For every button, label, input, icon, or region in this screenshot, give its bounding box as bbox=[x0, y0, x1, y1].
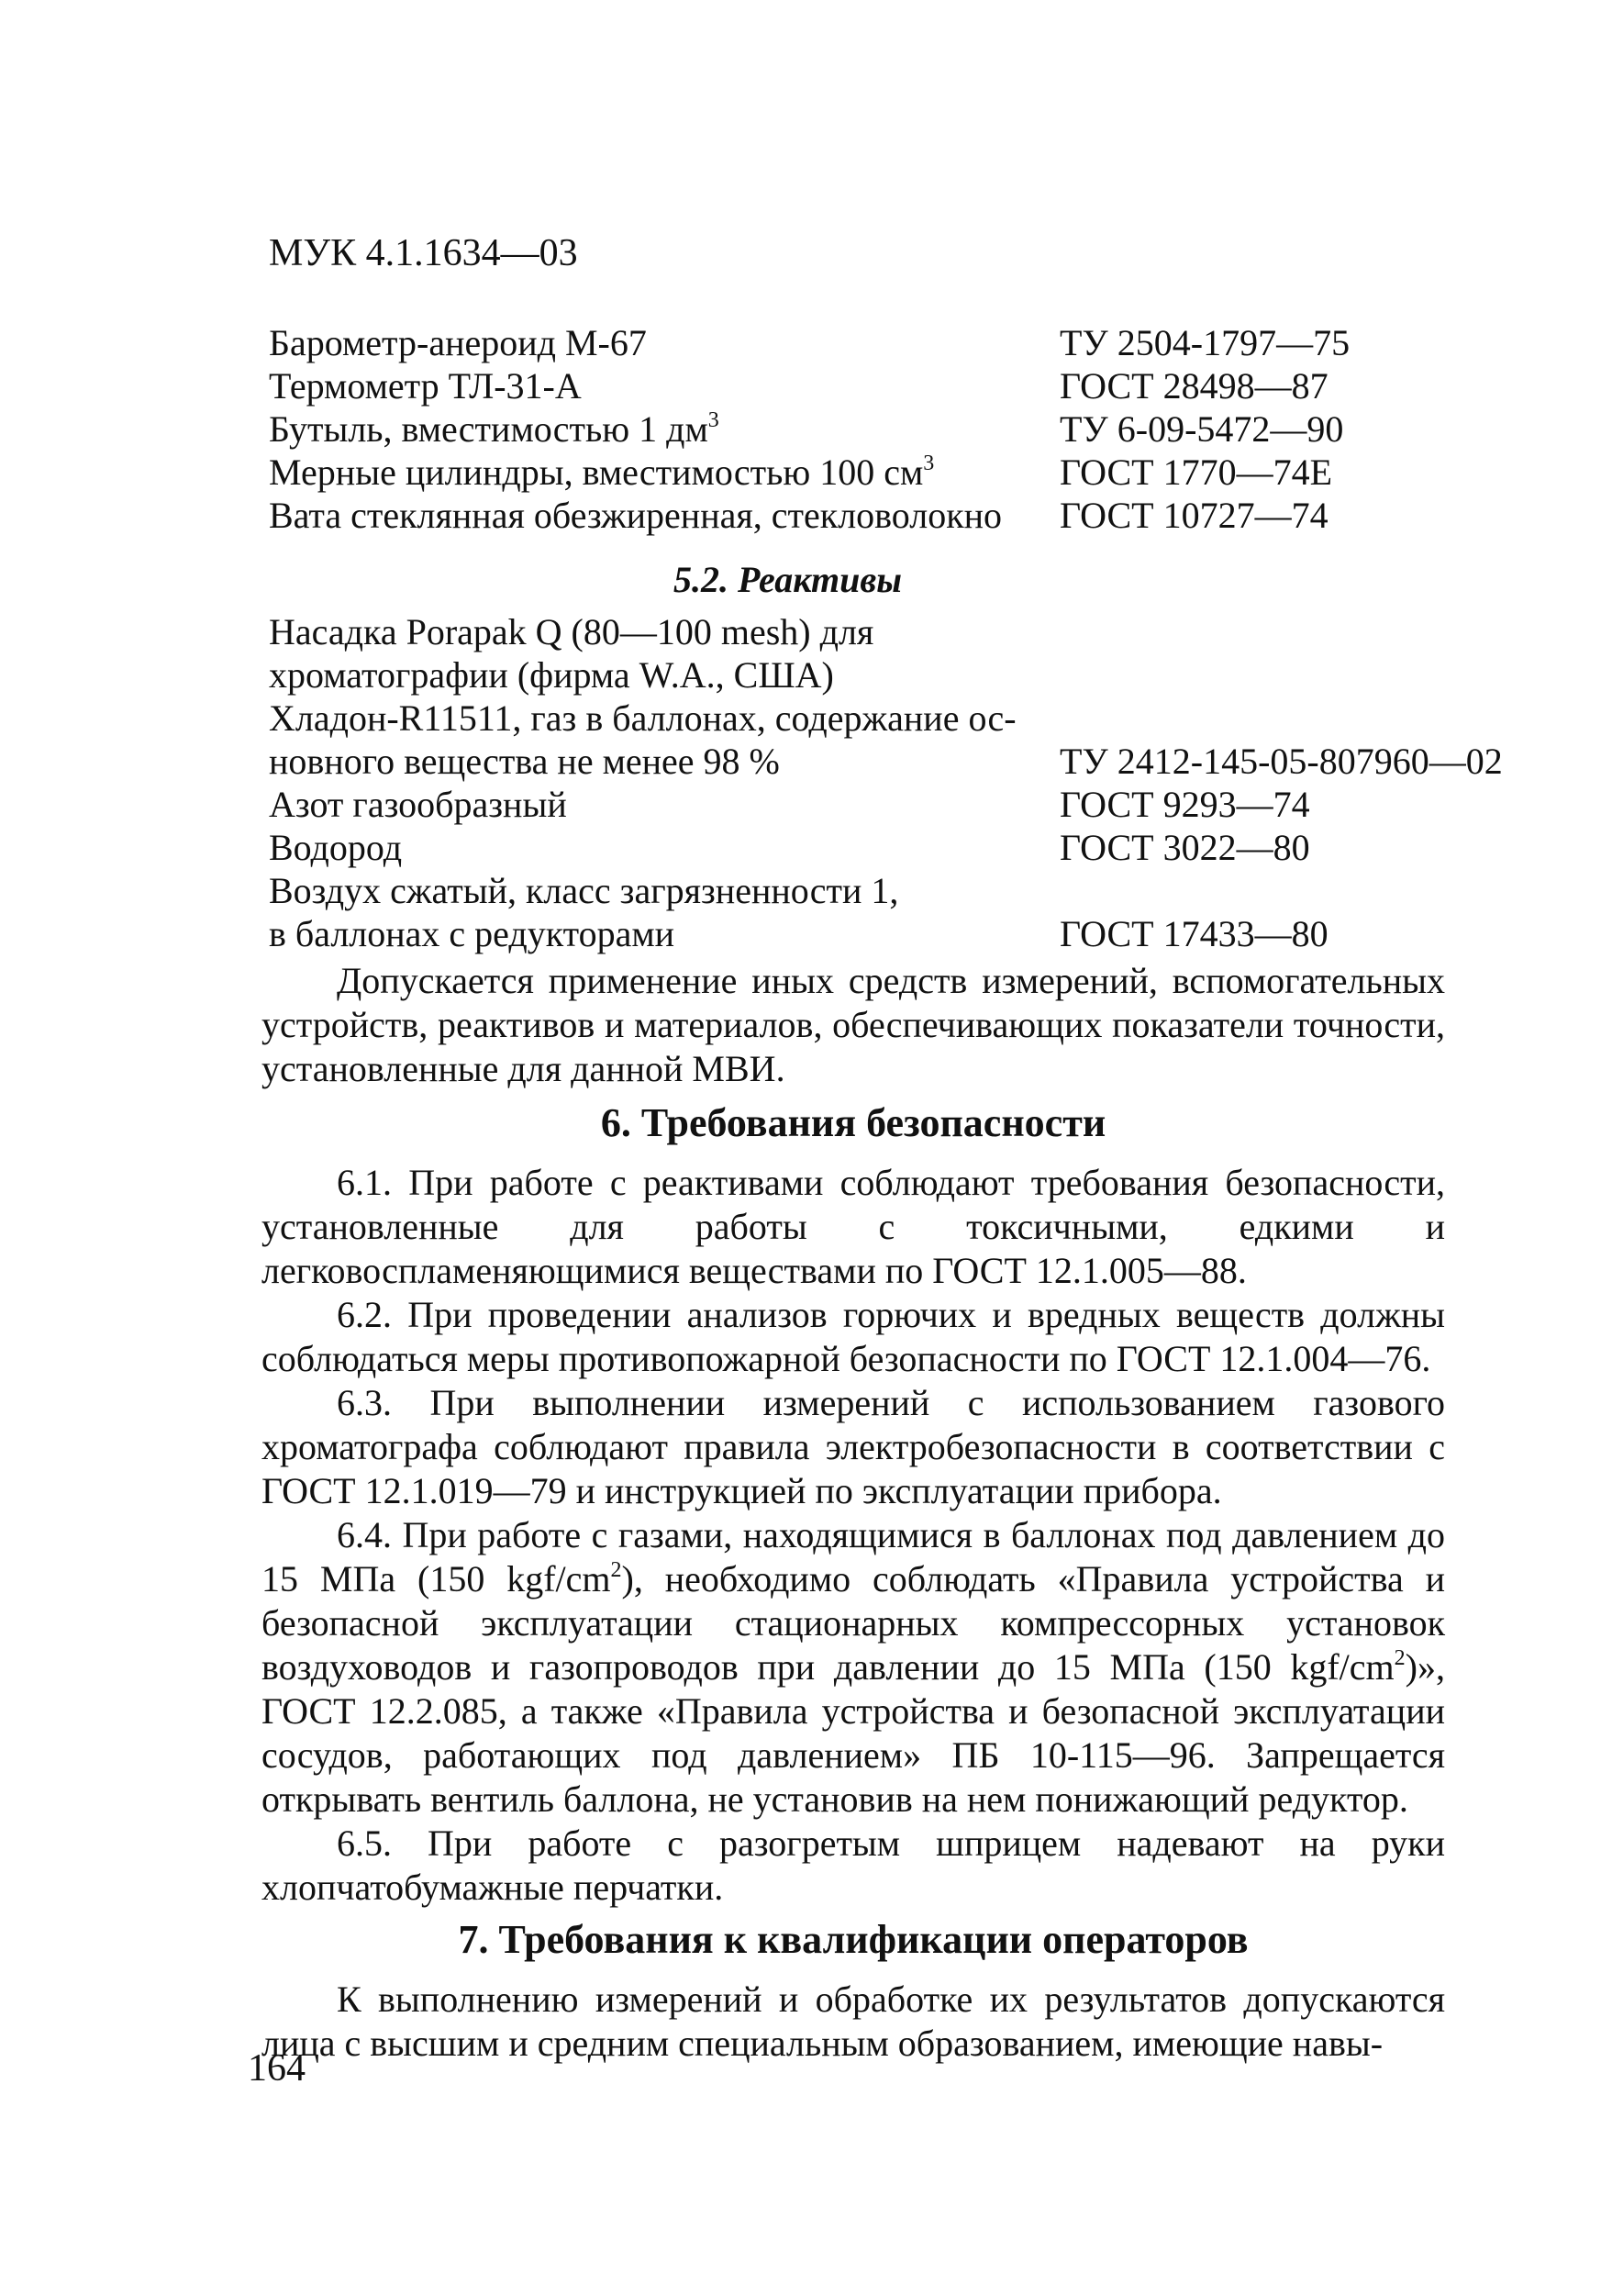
reagents-list bbox=[269, 610, 1553, 955]
reagent-standard: ТУ 2412-145-05-807960—02 bbox=[1060, 741, 1503, 782]
equipment-standard: ГОСТ 10727—74 bbox=[1060, 495, 1329, 536]
document-code-header: МУК 4.1.1634—03 bbox=[269, 232, 578, 274]
section-6-title: 6. Требования безопасности bbox=[600, 1100, 1106, 1145]
reagent-row bbox=[269, 653, 1553, 697]
equipment-name: Вата стеклянная обезжиренная, стекловолокно bbox=[269, 495, 1003, 536]
reagent-row bbox=[269, 740, 1553, 783]
section-6-1-paragraph: 6.1. При работе с реактивами соблюдают требования безопасности, установленные для работы с токсичными, едкими и легковоспламеняющимися веществами по ГОСТ 12.1.005—88. bbox=[261, 1162, 1445, 1291]
reagent-name: Воздух сжатый, класс загрязненности 1, bbox=[269, 870, 899, 911]
reagent-row bbox=[269, 783, 1553, 826]
section-6-5-paragraph: 6.5. При работе с разогретым шприцем надевают на руки хлопчатобумажные перчатки. bbox=[261, 1822, 1445, 1908]
section-6-3-paragraph: 6.3. При выполнении измерений с использованием газового хроматографа соблюдают правила электробезопасности в соответствии с ГОСТ 12.1.019—79 и инструкцией по эксплуатации прибора. bbox=[261, 1382, 1445, 1511]
reagent-name: хроматографии (фирма W.A., США) bbox=[269, 654, 834, 696]
reagent-standard: ГОСТ 17433—80 bbox=[1060, 913, 1329, 954]
equipment-standard: ГОСТ 28498—87 bbox=[1060, 365, 1329, 407]
equipment-name: Бутыль, вместимостью 1 $дм^3$ bbox=[269, 408, 719, 450]
reagent-standard: ГОСТ 3022—80 bbox=[1060, 827, 1310, 868]
reagents-heading: 5.2. Реактивы bbox=[673, 559, 902, 600]
equipment-row bbox=[269, 321, 1553, 364]
equipment-list bbox=[269, 321, 1553, 537]
allowed-means-paragraph: Допускается применение иных средств измерений, вспомогательных устройств, реактивов и материалов, обеспечивающих показатели точности, установленные для данной МВИ. bbox=[261, 960, 1445, 1089]
equipment-name: Мерные цилиндры, вместимостью 100 $см^3$ bbox=[269, 451, 935, 493]
equipment-row bbox=[269, 451, 1553, 494]
equipment-name: Барометр-анероид М-67 bbox=[269, 322, 647, 363]
equipment-row bbox=[269, 494, 1553, 537]
equipment-standard: ТУ 6-09-5472—90 bbox=[1060, 408, 1344, 450]
equipment-standard: ГОСТ 1770—74Е bbox=[1060, 451, 1333, 493]
section-6-2-paragraph: 6.2. При проведении анализов горючих и вредных веществ должны соблюдаться меры противопожарной безопасности по ГОСТ 12.1.004—76. bbox=[261, 1294, 1445, 1379]
section-7-paragraph: К выполнению измерений и обработке их результатов допускаются лица с высшим и средним специальным образованием, имеющие навы- bbox=[261, 1978, 1445, 2064]
reagent-name: Водород bbox=[269, 827, 403, 868]
reagent-name: Хладон-R11511, газ в баллонах, содержание ос- bbox=[269, 697, 1017, 739]
reagent-name: в баллонах с редукторами bbox=[269, 913, 675, 954]
reagent-row bbox=[269, 610, 1553, 653]
reagent-standard: ГОСТ 9293—74 bbox=[1060, 784, 1310, 825]
reagent-name: Насадка Porapak Q (80—100 mesh) для bbox=[269, 611, 874, 652]
reagent-name: новного вещества не менее 98 % bbox=[269, 741, 780, 782]
section-6-4-paragraph: 6.4. При работе с газами, находящимися в баллонах под давлением до 15 МПа (150 kgf/$cm^2$), необходимо соблюдать «Правила устройства и безопасной эксплуатации стационарных компрессорных установок воздуховодов и газопроводов при давлении до 15 МПа (150 kgf/$cm^2$)», ГОСТ 12.2.085, а также «Правила устройства и безопасной эксплуатации сосудов, работающих под давлением» ПБ 10-115—96. Запрещается открывать вентиль баллона, не установив на нем понижающий редуктор. bbox=[261, 1514, 1446, 1820]
section-7-title: 7. Требования к квалификации операторов bbox=[458, 1917, 1249, 1962]
reagent-row bbox=[269, 869, 1553, 912]
equipment-row bbox=[269, 364, 1553, 407]
equipment-standard: ТУ 2504-1797—75 bbox=[1060, 322, 1351, 363]
reagent-row bbox=[269, 697, 1553, 740]
reagent-name: Азот газообразный bbox=[269, 784, 567, 825]
equipment-row bbox=[269, 407, 1553, 451]
equipment-name: Термометр ТЛ-31-А bbox=[269, 365, 582, 407]
page-number: 164 bbox=[248, 2047, 306, 2090]
reagent-row bbox=[269, 826, 1553, 869]
reagent-row bbox=[269, 912, 1553, 955]
